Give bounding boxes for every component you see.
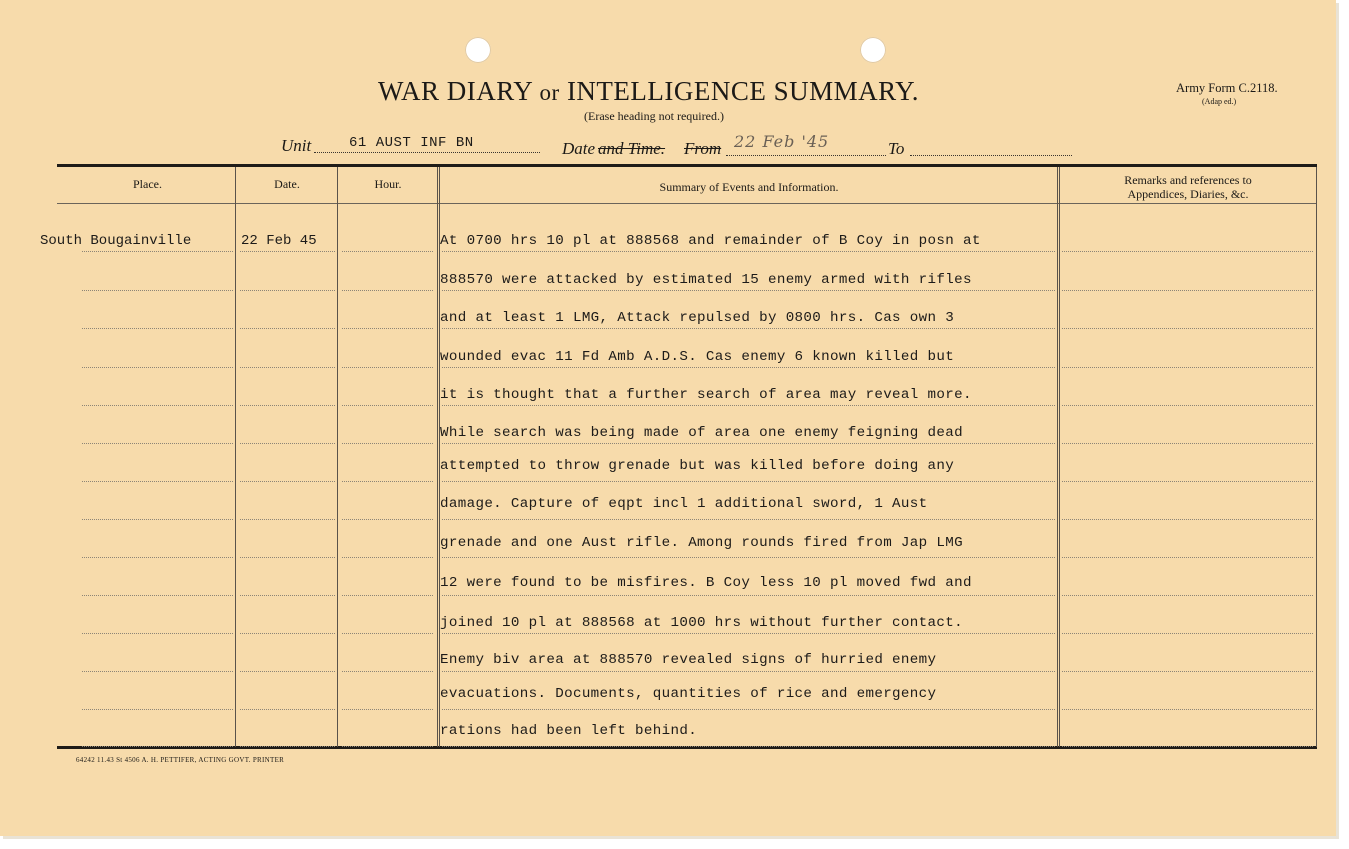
row-rule — [240, 443, 335, 444]
row-rule — [1062, 328, 1313, 329]
row-rule — [82, 367, 233, 368]
row-rule — [442, 290, 1055, 291]
to-underline — [910, 154, 1072, 156]
title-intelligence-summary: INTELLIGENCE SUMMARY. — [566, 76, 919, 106]
row-rule — [240, 557, 335, 558]
and-time-label: and Time. — [598, 139, 666, 158]
row-rule — [82, 328, 233, 329]
row-rule — [240, 367, 335, 368]
row-rule — [442, 633, 1055, 634]
row-rule — [240, 671, 335, 672]
row-rule — [240, 633, 335, 634]
row-rule — [442, 405, 1055, 406]
row-rule — [1062, 519, 1313, 520]
row-rule — [342, 595, 433, 596]
row-rule — [82, 671, 233, 672]
title-or: or — [539, 80, 560, 105]
row-rule — [342, 557, 433, 558]
entry-date: 22 Feb 45 — [241, 233, 317, 249]
row-rule — [342, 481, 433, 482]
summary-line: joined 10 pl at 888568 at 1000 hrs without further contact. — [440, 615, 963, 631]
summary-line: grenade and one Aust rifle. Among rounds fired from Jap LMG — [440, 535, 963, 551]
col-divider-place — [235, 167, 236, 747]
row-rule — [82, 633, 233, 634]
col-header-remarks-line1: Remarks and references to — [1124, 173, 1252, 187]
form-sub: (Adap ed.) — [1202, 97, 1237, 106]
row-rule — [1062, 709, 1313, 710]
entry-place: South Bougainville — [40, 233, 192, 249]
unit-underline — [314, 151, 540, 153]
unit-value: 61 AUST INF BN — [349, 135, 474, 151]
to-label: To — [888, 139, 905, 158]
row-rule — [442, 328, 1055, 329]
col-header-hour: Hour. — [374, 177, 402, 191]
subtitle: (Erase heading not required.) — [584, 109, 724, 123]
row-rule — [1062, 746, 1313, 747]
row-rule — [1062, 671, 1313, 672]
page-title — [378, 76, 919, 107]
row-rule — [442, 519, 1055, 520]
row-rule — [1062, 633, 1313, 634]
summary-line: rations had been left behind. — [440, 723, 698, 739]
row-rule — [1062, 367, 1313, 368]
row-rule — [442, 367, 1055, 368]
title-war-diary: WAR DIARY — [378, 76, 533, 106]
row-rule — [240, 290, 335, 291]
table-top-rule — [57, 164, 1317, 167]
col-header-remarks-line2: Appendices, Diaries, &c. — [1127, 187, 1249, 201]
row-rule — [342, 443, 433, 444]
row-rule — [342, 328, 433, 329]
from-label: From — [684, 139, 722, 158]
row-rule — [442, 671, 1055, 672]
row-rule — [1062, 443, 1313, 444]
row-rule — [442, 709, 1055, 710]
row-rule — [240, 746, 335, 747]
row-rule — [82, 519, 233, 520]
summary-line: Enemy biv area at 888570 revealed signs of hurried enemy — [440, 652, 937, 668]
col-header-remarks — [1060, 173, 1316, 201]
row-rule — [82, 557, 233, 558]
row-rule — [82, 405, 233, 406]
row-rule — [442, 746, 1055, 747]
row-rule — [342, 709, 433, 710]
row-rule — [240, 328, 335, 329]
row-rule — [1062, 481, 1313, 482]
row-rule — [82, 595, 233, 596]
row-rule — [342, 671, 433, 672]
summary-line: At 0700 hrs 10 pl at 888568 and remainder of B Coy in posn at — [440, 233, 981, 249]
col-header-place: Place. — [133, 177, 162, 191]
row-rule — [240, 405, 335, 406]
summary-line: and at least 1 LMG, Attack repulsed by 0800 hrs. Cas own 3 — [440, 310, 955, 326]
row-rule — [82, 251, 233, 252]
col-divider-summary — [1057, 167, 1060, 747]
row-rule — [442, 443, 1055, 444]
date-label: Date — [562, 139, 596, 158]
printer-footer: 64242 11.43 St 4506 A. H. PETTIFER, ACTING GOVT. PRINTER — [76, 756, 285, 764]
row-rule — [82, 290, 233, 291]
from-underline — [726, 154, 886, 156]
header-bottom-rule — [57, 203, 1317, 204]
row-rule — [442, 595, 1055, 596]
col-divider-date — [337, 167, 338, 747]
summary-line: 888570 were attacked by estimated 15 enemy armed with rifles — [440, 272, 972, 288]
row-rule — [82, 481, 233, 482]
col-header-date: Date. — [274, 177, 300, 191]
summary-line: attempted to throw grenade but was killed before doing any — [440, 458, 955, 474]
summary-line: While search was being made of area one enemy feigning dead — [440, 425, 963, 441]
row-rule — [1062, 251, 1313, 252]
row-rule — [442, 557, 1055, 558]
punch-hole-left — [465, 37, 491, 63]
col-header-summary: Summary of Events and Information. — [659, 180, 839, 194]
row-rule — [342, 290, 433, 291]
summary-line: damage. Capture of eqpt incl 1 additional sword, 1 Aust — [440, 496, 928, 512]
row-rule — [1062, 557, 1313, 558]
row-rule — [442, 251, 1055, 252]
row-rule — [342, 519, 433, 520]
row-rule — [1062, 290, 1313, 291]
unit-label: Unit — [281, 136, 312, 155]
summary-line: 12 were found to be misfires. B Coy less 10 pl moved fwd and — [440, 575, 972, 591]
row-rule — [240, 481, 335, 482]
summary-line: it is thought that a further search of area may reveal more. — [440, 387, 972, 403]
table-right-edge — [1316, 167, 1317, 747]
punch-hole-right — [860, 37, 886, 63]
summary-line: evacuations. Documents, quantities of rice and emergency — [440, 686, 937, 702]
row-rule — [442, 481, 1055, 482]
row-rule — [342, 251, 433, 252]
row-rule — [342, 633, 433, 634]
row-rule — [342, 405, 433, 406]
form-number: Army Form C.2118. — [1176, 81, 1278, 95]
row-rule — [1062, 405, 1313, 406]
summary-line: wounded evac 11 Fd Amb A.D.S. Cas enemy 6 known killed but — [440, 349, 955, 365]
row-rule — [342, 367, 433, 368]
row-rule — [82, 709, 233, 710]
row-rule — [240, 709, 335, 710]
row-rule — [240, 251, 335, 252]
row-rule — [342, 746, 433, 747]
row-rule — [1062, 595, 1313, 596]
row-rule — [240, 519, 335, 520]
row-rule — [240, 595, 335, 596]
row-rule — [82, 443, 233, 444]
from-value: 22 Feb '45 — [734, 132, 830, 151]
row-rule — [82, 746, 233, 747]
